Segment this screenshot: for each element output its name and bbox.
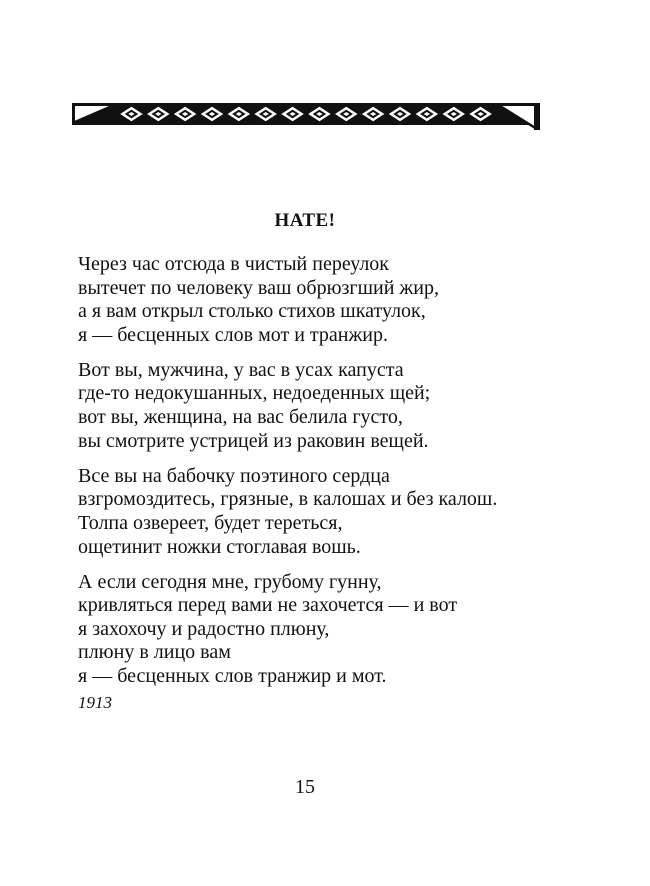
- poem-line: взгромоздитесь, грязные, в калошах и без калош.: [78, 488, 498, 511]
- poem-line: кривляться перед вами не захочется — и вот: [78, 594, 458, 617]
- decorative-header-ornament: [72, 100, 540, 130]
- poem-line: а я вам открыл столько стихов шкатулок,: [78, 300, 426, 323]
- poem-line: Вот вы, мужчина, у вас в усах капуста: [78, 358, 404, 381]
- poem-line: вот вы, женщина, на вас белила густо,: [78, 406, 403, 429]
- stanza-4: [78, 571, 578, 689]
- poem-line: вы смотрите устрицей из раковин вещей.: [78, 429, 429, 452]
- ornament-right-post: [534, 103, 540, 130]
- stanza-3: [78, 465, 578, 559]
- page-number: 15: [295, 776, 315, 798]
- poem-line: я — бесценных слов транжир и мот.: [78, 665, 387, 687]
- poem-line: А если сегодня мне, грубому гунну,: [78, 570, 382, 593]
- poem-line: плюну в лицо вам: [78, 641, 231, 664]
- poem-title: НАТЕ!: [274, 210, 336, 231]
- poem-line: я захохочу и радостно плюну,: [78, 617, 330, 640]
- poem-year: 1913: [78, 693, 112, 712]
- poem-line: Толпа озвереет, будет тереться,: [78, 511, 343, 534]
- poem-line: я — бесценных слов мот и транжир.: [78, 323, 389, 346]
- poem-line: ощетинит ножки стоглавая вошь.: [78, 535, 361, 558]
- poem-line: вытечет по человеку ваш обрюзгший жир,: [78, 276, 439, 299]
- poem-line: Через час отсюда в чистый переулок: [78, 253, 390, 275]
- poem-line: Все вы на бабочку поэтиного сердца: [78, 464, 390, 487]
- poem-body: [78, 253, 578, 700]
- poem-line: где-то недокушанных, недоеденных щей;: [78, 382, 431, 405]
- stanza-2: [78, 359, 578, 453]
- stanza-1: [78, 253, 578, 347]
